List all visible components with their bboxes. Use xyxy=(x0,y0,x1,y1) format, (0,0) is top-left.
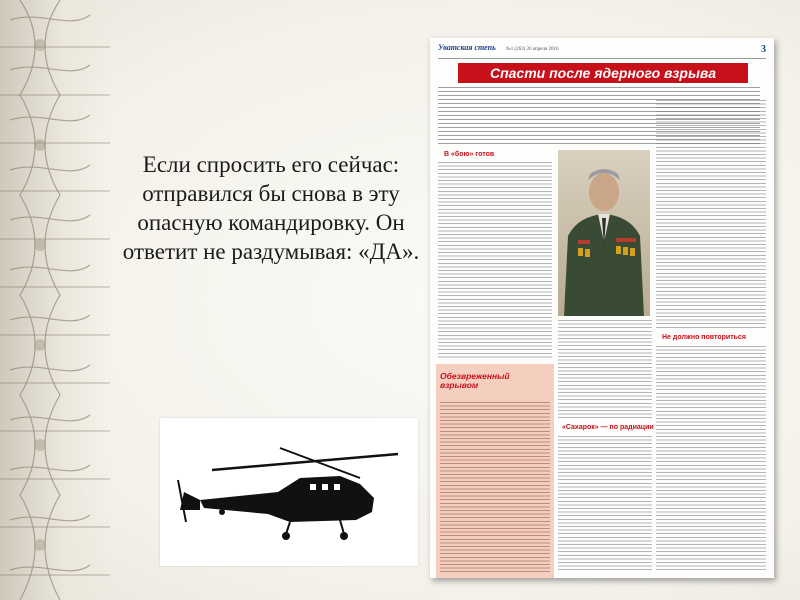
ornament-pattern-icon xyxy=(0,0,110,600)
text-column-right-lower xyxy=(656,346,766,572)
sidebar-box xyxy=(436,364,554,578)
subhead-ready: В «бою» готов xyxy=(444,151,495,158)
masthead xyxy=(438,44,766,59)
issue-date: №1 (263) 26 апреля 2016 xyxy=(506,47,559,52)
text-column-left xyxy=(438,162,552,360)
slide-quote: Если спросить его сейчас: отправился бы снова в эту опасную командировку. Он ответит не раздумывая: «ДА». xyxy=(122,152,420,264)
text-column-middle-lower xyxy=(558,436,652,572)
text-column-right xyxy=(656,100,766,330)
sidebar-heading: Обезвреженный взрывом xyxy=(440,371,510,390)
sidebar-text xyxy=(440,402,550,574)
newspaper-logo: Уватская степь xyxy=(438,43,496,52)
subhead-sakharok: «Сахарок» — по радиации xyxy=(562,424,654,431)
newspaper-page xyxy=(430,38,774,578)
helicopter-icon xyxy=(160,418,418,566)
subhead-never-again: Не должно повториться xyxy=(662,334,746,341)
veteran-portrait-icon xyxy=(558,150,650,316)
article-headline: Спасти после ядерного взрыва xyxy=(458,63,748,83)
page-number: 3 xyxy=(761,44,766,55)
veteran-photo xyxy=(558,150,650,316)
text-column-middle xyxy=(558,320,652,420)
helicopter-panel xyxy=(160,418,418,566)
ornament-border-icon xyxy=(0,0,110,600)
